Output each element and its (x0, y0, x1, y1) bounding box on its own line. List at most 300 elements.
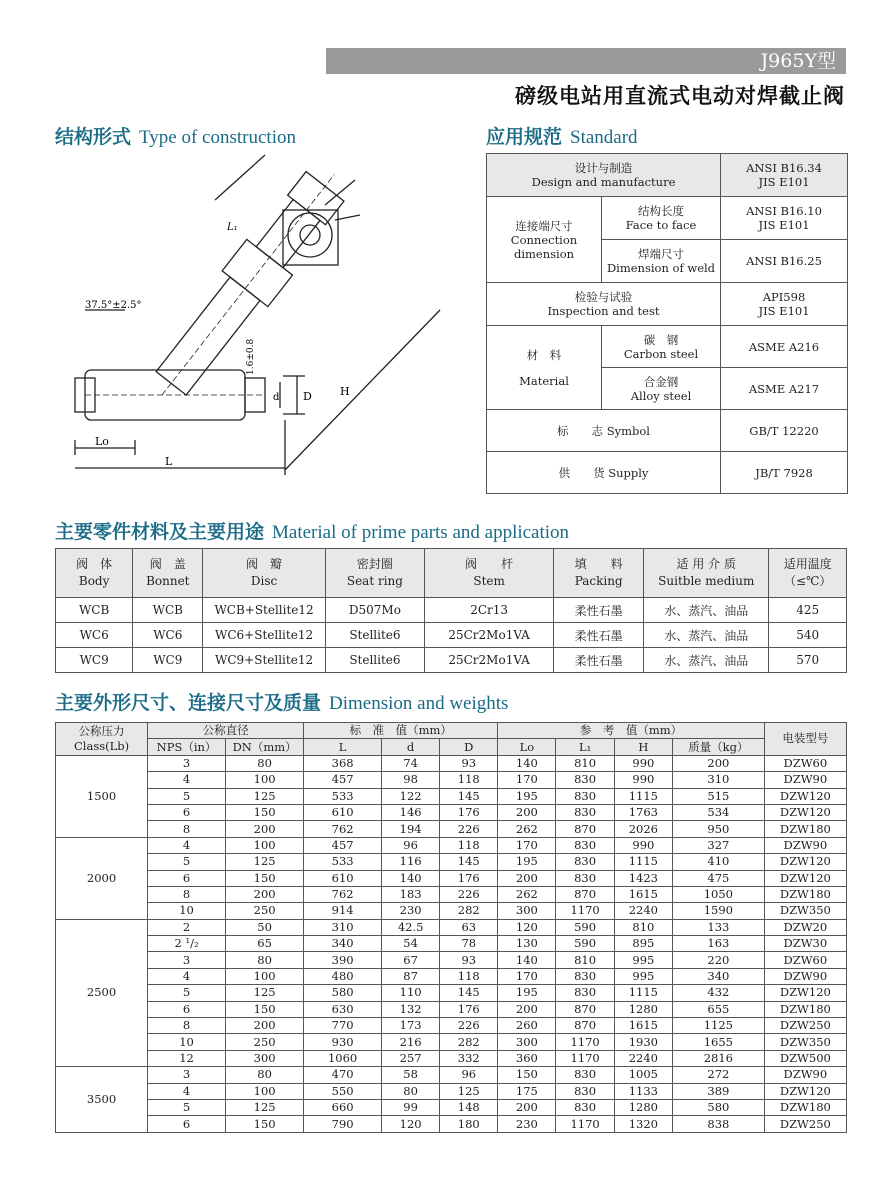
dimension-cell: 410 (673, 854, 765, 870)
dimension-cell: DZW250 (764, 1116, 846, 1132)
dimension-cell: DZW60 (764, 755, 846, 771)
dimension-cell: 4 (148, 837, 226, 853)
dimension-cell: DZW180 (764, 821, 846, 837)
dimension-cell: 590 (556, 936, 614, 952)
dimension-row (56, 985, 847, 1001)
dimension-cell: 125 (226, 1099, 304, 1115)
dimension-cell: 1930 (614, 1034, 672, 1050)
dimension-class-cell: 3500 (56, 1067, 148, 1133)
dimension-cell: 838 (673, 1116, 765, 1132)
std-cs-cn: 碳 钢 (643, 332, 679, 347)
dimension-cell: 173 (382, 1018, 440, 1034)
material-cell: 2Cr13 (425, 598, 554, 623)
dimension-cell: 990 (614, 772, 672, 788)
dimension-cell: 58 (382, 1067, 440, 1083)
dimension-cell: 360 (498, 1050, 556, 1066)
dimension-cell: 2240 (614, 903, 672, 919)
dimension-cell: 67 (382, 952, 440, 968)
dimension-cell: DZW20 (764, 919, 846, 935)
dimension-subheader-cell: D (440, 739, 498, 755)
dimension-cell: 110 (382, 985, 440, 1001)
dimension-cell: 3 (148, 952, 226, 968)
model-banner (326, 48, 846, 74)
material-header-text: Suitble medium (658, 574, 755, 588)
dimension-cell: 2 (148, 919, 226, 935)
dimension-cell: 150 (498, 1067, 556, 1083)
dimension-cell: 389 (673, 1083, 765, 1099)
dimension-cell: 340 (673, 968, 765, 984)
dimension-cell: 93 (440, 952, 498, 968)
dimension-class-cell: 1500 (56, 755, 148, 837)
dimension-cell: 1170 (556, 1116, 614, 1132)
dimension-cell: 610 (304, 870, 382, 886)
std-symbol-label: 标 志 Symbol (487, 410, 721, 452)
dimension-cell: 118 (440, 772, 498, 788)
d-small-label: d (273, 392, 280, 403)
standard-table (486, 153, 848, 494)
dimension-header-class (56, 723, 148, 756)
material-header-text: 填 料 (574, 557, 623, 571)
dimension-cell: 830 (556, 837, 614, 853)
dimension-subheader-cell: L₁ (556, 739, 614, 755)
dimension-row (56, 1116, 847, 1132)
dimension-row (56, 1099, 847, 1115)
material-cell: 水、蒸汽、油品 (644, 648, 769, 673)
dimension-row (56, 1067, 847, 1083)
std-supply-value: JB/T 7928 (721, 452, 848, 494)
dimension-subheader-cell: L (304, 739, 382, 755)
dimension-cell: 12 (148, 1050, 226, 1066)
dimension-cell: 550 (304, 1083, 382, 1099)
dimension-cell: 2816 (673, 1050, 765, 1066)
dimension-cell: 125 (226, 854, 304, 870)
dimension-cell: 150 (226, 1116, 304, 1132)
dimension-cell: 1423 (614, 870, 672, 886)
dimension-cell: DZW180 (764, 1099, 846, 1115)
dimension-cell: 457 (304, 837, 382, 853)
dimension-row (56, 1050, 847, 1066)
dimension-cell: 470 (304, 1067, 382, 1083)
dimension-cell: 580 (304, 985, 382, 1001)
dimension-cell: 195 (498, 788, 556, 804)
dimension-cell: 272 (673, 1067, 765, 1083)
dimension-cell: 300 (498, 903, 556, 919)
material-header-text: 密封圈 (356, 557, 393, 571)
dimension-cell: 1125 (673, 1018, 765, 1034)
dimension-cell: 93 (440, 755, 498, 771)
dimension-subheader-row (56, 739, 847, 755)
std-cs-label (602, 326, 721, 368)
dimension-cell: 790 (304, 1116, 382, 1132)
dimension-cell: 895 (614, 936, 672, 952)
dimension-cell: 830 (556, 854, 614, 870)
dimension-cell: 1115 (614, 985, 672, 1001)
dimension-cell: 96 (440, 1067, 498, 1083)
dimension-subheader-cell: H (614, 739, 672, 755)
dimension-cell: 145 (440, 854, 498, 870)
dimension-class-cell: 2000 (56, 837, 148, 919)
material-cell: 540 (769, 623, 847, 648)
dimension-table (55, 722, 847, 1133)
material-row (56, 648, 847, 673)
dimension-row (56, 755, 847, 771)
dimension-cell: 42.5 (382, 919, 440, 935)
dimension-cell: 830 (556, 985, 614, 1001)
dimension-cell: DZW250 (764, 1018, 846, 1034)
l-label: L (165, 455, 173, 468)
dimension-header-nominal: 公称直径 (148, 723, 304, 739)
dimension-header-class-en: Class(Lb) (73, 738, 130, 753)
material-header-text: Body (78, 574, 110, 588)
dimension-cell: 80 (226, 1067, 304, 1083)
dimension-cell: 170 (498, 772, 556, 788)
dimension-cell: 533 (304, 854, 382, 870)
material-header-text: 适用温度 (783, 557, 832, 571)
dimension-cell: 163 (673, 936, 765, 952)
material-row (56, 623, 847, 648)
dimension-cell: 257 (382, 1050, 440, 1066)
material-cell: WC9 (133, 648, 203, 673)
material-cell: WC6 (133, 623, 203, 648)
dimension-cell: DZW120 (764, 854, 846, 870)
dimension-cell: DZW500 (764, 1050, 846, 1066)
dimension-cell: 630 (304, 1001, 382, 1017)
dimension-cell: 226 (440, 821, 498, 837)
dimension-row (56, 886, 847, 902)
dimension-cell: 6 (148, 870, 226, 886)
page-title: 磅级电站用直流式电动对焊截止阀 (515, 84, 845, 108)
section-standard-en: Standard (570, 127, 638, 148)
dimension-cell: 327 (673, 837, 765, 853)
dimension-cell: 660 (304, 1099, 382, 1115)
dimension-cell: 995 (614, 952, 672, 968)
dimension-cell: DZW120 (764, 985, 846, 1001)
section-construction (55, 122, 296, 149)
material-header-cell (203, 549, 326, 598)
dimension-cell: 133 (673, 919, 765, 935)
dimension-cell: 74 (382, 755, 440, 771)
dimension-cell: 1115 (614, 788, 672, 804)
std-insp-value (721, 283, 848, 326)
dimension-cell: 100 (226, 968, 304, 984)
dimension-cell: 176 (440, 1001, 498, 1017)
dimension-cell: 4 (148, 1083, 226, 1099)
dimension-row (56, 919, 847, 935)
material-header-text: Stem (473, 574, 505, 588)
std-insp-val2: JIS E101 (758, 304, 810, 318)
material-cell: Stellite6 (325, 648, 424, 673)
dimension-cell: 475 (673, 870, 765, 886)
material-header-text: Seat ring (346, 574, 403, 588)
dimension-cell: 180 (440, 1116, 498, 1132)
dimension-cell: 140 (498, 952, 556, 968)
dimension-cell: 830 (556, 788, 614, 804)
dimension-cell: 2026 (614, 821, 672, 837)
dimension-cell: 1763 (614, 804, 672, 820)
dimension-cell: 150 (226, 1001, 304, 1017)
dimension-cell: 300 (226, 1050, 304, 1066)
dimension-cell: 5 (148, 788, 226, 804)
dimension-cell: 1615 (614, 886, 672, 902)
dimension-cell: 146 (382, 804, 440, 820)
dimension-cell: 120 (498, 919, 556, 935)
material-cell: 25Cr2Mo1VA (425, 648, 554, 673)
material-header-cell (644, 549, 769, 598)
dimension-cell: 762 (304, 821, 382, 837)
dimension-cell: 1170 (556, 1050, 614, 1066)
dimension-cell: 830 (556, 772, 614, 788)
dimension-row (56, 821, 847, 837)
lo-label: Lo (95, 435, 109, 448)
section-material-en: Material of prime parts and application (272, 522, 570, 543)
section-standard-cn: 应用规范 (486, 126, 563, 148)
dimension-cell: DZW90 (764, 968, 846, 984)
section-dimension (55, 688, 508, 715)
dimension-cell: 6 (148, 1116, 226, 1132)
dimension-cell: 830 (556, 870, 614, 886)
dimension-cell: 4 (148, 772, 226, 788)
dimension-cell: 200 (498, 804, 556, 820)
dimension-cell: 118 (440, 837, 498, 853)
dimension-cell: 590 (556, 919, 614, 935)
dimension-cell: 580 (673, 1099, 765, 1115)
dimension-cell: 830 (556, 1083, 614, 1099)
std-as-cn: 合金钢 (643, 374, 679, 389)
section-standard (486, 122, 638, 149)
dimension-cell: 54 (382, 936, 440, 952)
std-design-val1: ANSI B16.34 (746, 161, 822, 175)
dimension-cell: 995 (614, 968, 672, 984)
material-header-cell (133, 549, 203, 598)
std-conn-cn: 连接端尺寸 (515, 218, 573, 233)
material-cell: WCB+Stellite12 (203, 598, 326, 623)
dimension-cell: 810 (614, 919, 672, 935)
dimension-cell: 116 (382, 854, 440, 870)
dimension-header-reference: 参 考 值（mm） (498, 723, 764, 739)
dimension-cell: DZW60 (764, 952, 846, 968)
dimension-row (56, 936, 847, 952)
dimension-cell: 183 (382, 886, 440, 902)
std-cs-en: Carbon steel (623, 346, 699, 361)
material-cell: WCB (133, 598, 203, 623)
dimension-cell: 80 (382, 1083, 440, 1099)
dimension-cell: 770 (304, 1018, 382, 1034)
material-header-cell (769, 549, 847, 598)
dimension-cell: 130 (498, 936, 556, 952)
dimension-cell: 220 (673, 952, 765, 968)
std-supply-label: 供 货 Supply (487, 452, 721, 494)
dimension-cell: 5 (148, 854, 226, 870)
dimension-cell: 145 (440, 985, 498, 1001)
std-weld-label (602, 240, 721, 283)
dimension-cell: 140 (498, 755, 556, 771)
dimension-row (56, 1018, 847, 1034)
material-cell: 水、蒸汽、油品 (644, 598, 769, 623)
dimension-cell: 300 (498, 1034, 556, 1050)
dimension-cell: 50 (226, 919, 304, 935)
std-design-val2: JIS E101 (758, 175, 810, 189)
std-weld-en: Dimension of weld (606, 261, 716, 275)
dimension-cell: 533 (304, 788, 382, 804)
dimension-cell: 195 (498, 985, 556, 1001)
dimension-cell: 870 (556, 1001, 614, 1017)
dimension-cell: 10 (148, 1034, 226, 1050)
dimension-row (56, 854, 847, 870)
std-design-en: Design and manufacture (531, 175, 676, 189)
dimension-cell: DZW30 (764, 936, 846, 952)
section-material (55, 517, 569, 544)
dimension-row (56, 837, 847, 853)
material-cell: WCB (56, 598, 133, 623)
dimension-cell: 200 (498, 870, 556, 886)
dimension-cell: 1133 (614, 1083, 672, 1099)
dimension-cell: 830 (556, 1099, 614, 1115)
std-as-value: ASME A217 (721, 368, 848, 410)
dimension-cell: 830 (556, 1067, 614, 1083)
dimension-cell: 200 (498, 1001, 556, 1017)
dimension-cell: 1115 (614, 854, 672, 870)
dimension-cell: 990 (614, 755, 672, 771)
dimension-header-motor: 电装型号 (764, 723, 846, 756)
dimension-cell: 10 (148, 903, 226, 919)
h-label: H (340, 385, 350, 398)
dimension-cell: 655 (673, 1001, 765, 1017)
dimension-cell: 176 (440, 804, 498, 820)
dimension-cell: 148 (440, 1099, 498, 1115)
dimension-cell: 65 (226, 936, 304, 952)
dimension-cell: DZW90 (764, 772, 846, 788)
dimension-row (56, 1083, 847, 1099)
material-cell: WC9 (56, 648, 133, 673)
dimension-cell: 870 (556, 886, 614, 902)
section-construction-cn: 结构形式 (55, 126, 132, 148)
dimension-cell: 195 (498, 854, 556, 870)
dimension-cell: 480 (304, 968, 382, 984)
material-header-text: 阀 体 (76, 557, 113, 571)
dimension-cell: 1170 (556, 1034, 614, 1050)
dimension-cell: 3 (148, 755, 226, 771)
dimension-header-row (56, 723, 847, 739)
l1-label: L₁ (227, 222, 238, 233)
dimension-cell: 8 (148, 886, 226, 902)
dimension-cell: 262 (498, 821, 556, 837)
dimension-row (56, 1034, 847, 1050)
dimension-cell: DZW180 (764, 1001, 846, 1017)
dimension-cell: 145 (440, 788, 498, 804)
section-dimension-cn: 主要外形尺寸、连接尺寸及质量 (55, 692, 322, 714)
std-insp-cn: 检验与试验 (574, 290, 633, 304)
material-cell: WC6 (56, 623, 133, 648)
dimension-cell: 122 (382, 788, 440, 804)
dimension-cell: 99 (382, 1099, 440, 1115)
dimension-cell: 226 (440, 1018, 498, 1034)
dimension-cell: 80 (226, 952, 304, 968)
material-header-text: 适 用 介 质 (676, 557, 736, 571)
std-symbol-value: GB/T 12220 (721, 410, 848, 452)
material-cell: WC6+Stellite12 (203, 623, 326, 648)
dimension-cell: 1280 (614, 1001, 672, 1017)
dimension-cell: 150 (226, 870, 304, 886)
std-as-en: Alloy steel (630, 388, 692, 403)
material-header-cell (554, 549, 644, 598)
dimension-cell: 390 (304, 952, 382, 968)
dimension-class-cell: 2500 (56, 919, 148, 1067)
dimension-cell: 3 (148, 1067, 226, 1083)
dimension-cell: 230 (382, 903, 440, 919)
dimension-row (56, 772, 847, 788)
std-ftf-cn: 结构长度 (638, 204, 684, 218)
std-mat-cn: 材 料 (526, 347, 562, 362)
dimension-cell: 1050 (673, 886, 765, 902)
dimension-cell: 930 (304, 1034, 382, 1050)
dimension-cell: 830 (556, 804, 614, 820)
dimension-cell: 1655 (673, 1034, 765, 1050)
std-insp-label (487, 283, 721, 326)
dimension-cell: 4 (148, 968, 226, 984)
material-cell: 柔性石墨 (554, 598, 644, 623)
dimension-cell: 332 (440, 1050, 498, 1066)
dimension-cell: 282 (440, 903, 498, 919)
dimension-cell: 216 (382, 1034, 440, 1050)
std-conn-en1: Connection (510, 232, 578, 247)
dimension-cell: 125 (440, 1083, 498, 1099)
dimension-cell: 282 (440, 1034, 498, 1050)
dimension-cell: 260 (498, 1018, 556, 1034)
material-cell: D507Mo (325, 598, 424, 623)
dimension-cell: 1590 (673, 903, 765, 919)
dimension-cell: 200 (226, 1018, 304, 1034)
std-ftf-val2: JIS E101 (758, 218, 810, 232)
dimension-cell: 914 (304, 903, 382, 919)
angle-label: 37.5°±2.5° (85, 300, 142, 311)
dimension-cell: 534 (673, 804, 765, 820)
dimension-subheader-cell: 质量（kg） (673, 739, 765, 755)
dimension-cell: 870 (556, 821, 614, 837)
dimension-cell: 830 (556, 968, 614, 984)
material-cell: 25Cr2Mo1VA (425, 623, 554, 648)
dimension-row (56, 1001, 847, 1017)
std-conn-en2: dimension (513, 246, 575, 261)
std-ftf-value (721, 197, 848, 240)
dimension-cell: 80 (226, 755, 304, 771)
dimension-cell: 250 (226, 903, 304, 919)
dimension-cell: 194 (382, 821, 440, 837)
d-large-label: D (303, 390, 312, 403)
material-cell: Stellite6 (325, 623, 424, 648)
material-row (56, 598, 847, 623)
dimension-cell: DZW180 (764, 886, 846, 902)
material-cell: 柔性石墨 (554, 648, 644, 673)
dimension-cell: 96 (382, 837, 440, 853)
dimension-cell: 515 (673, 788, 765, 804)
material-header-cell (425, 549, 554, 598)
dimension-cell: 5 (148, 1099, 226, 1115)
material-header-cell (325, 549, 424, 598)
dimension-cell: 226 (440, 886, 498, 902)
std-conn-label (487, 197, 602, 283)
material-cell: 水、蒸汽、油品 (644, 623, 769, 648)
std-cs-value: ASME A216 (721, 326, 848, 368)
dimension-cell: 6 (148, 804, 226, 820)
dimension-cell: DZW90 (764, 1067, 846, 1083)
dimension-cell: 457 (304, 772, 382, 788)
dimension-row (56, 870, 847, 886)
dimension-cell: 810 (556, 952, 614, 968)
std-insp-en: Inspection and test (547, 304, 660, 318)
material-cell: 柔性石墨 (554, 623, 644, 648)
std-ftf-label (602, 197, 721, 240)
dimension-subheader-cell: Lo (498, 739, 556, 755)
